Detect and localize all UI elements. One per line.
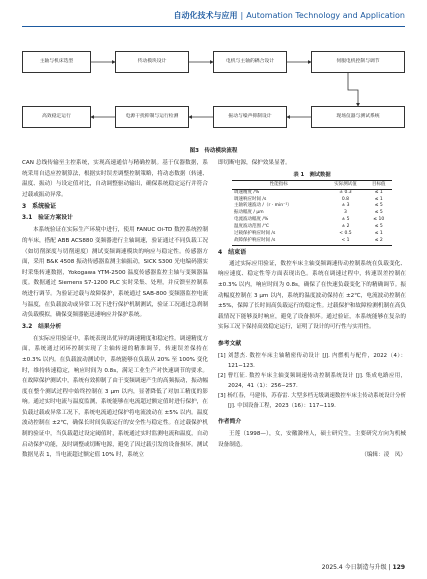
reference-item: [1] 刘慧杰. 数控车床主轴精密传动设计 [J]. 内燃机与配件，2022（4）：121−123. bbox=[218, 353, 406, 369]
paragraph: 本系统验证在实际生产环境中进行，使用 FANUC Oi-TD 数控系统控制的车床，搭配 ABB ACS880 变频器进行主轴调速，验证通过不同负载工况（如切削深度与切削速度）测试变频调速模块的响应与稳定性。传感器方面，采用 B&K 4508 振动传感器监测主轴振动，SICK S300 光电编码器实时采集转速数据，Yokogawa YTM-2500 温度传感器监控主轴与变频器温度。数据通过 Siemens S7-1200 PLC 实时采集、处理，并反馈至控制系统进行调节。为验证过载与故障保护，系统通过 SAB-800 变频器监控电流与温度，在负载波动或异常工况下进行保护机制测试，验证工况通过急刹制动负载模拟，确保变频器能迅速响应并保护系统。 bbox=[22, 227, 208, 319]
table-cell: ≤ 2 bbox=[366, 238, 392, 245]
references-heading: 参考文献 bbox=[218, 341, 242, 347]
subsection-heading: 3.2 结果分析 bbox=[22, 323, 62, 330]
table-cell: ≤ 1 bbox=[374, 196, 383, 202]
table-cell: < 1 bbox=[325, 238, 365, 245]
table-cell: 过载保护响应时间 /s bbox=[234, 231, 276, 237]
page-number: 129 bbox=[392, 564, 405, 571]
editor-note: （编辑：凌 凤） bbox=[361, 452, 406, 459]
table-cell: ≤ 10 bbox=[373, 217, 385, 223]
table-header-row bbox=[232, 180, 392, 189]
author-heading: 作者简介 bbox=[218, 419, 242, 425]
table-cell: 调速响应时间 /s bbox=[234, 196, 267, 202]
running-header bbox=[0, 0, 427, 32]
table-cell: 振动幅度 / µm bbox=[234, 210, 264, 216]
table-cell: ≤ 5 bbox=[374, 210, 383, 216]
column-header: 实际测试值 bbox=[325, 180, 365, 189]
section-heading: 4 结束语 bbox=[218, 248, 247, 256]
table-cell: 故障保护响应时间 /s bbox=[232, 238, 325, 245]
flow-box-field-testing: 现场仪器与测试系统 bbox=[311, 106, 405, 128]
left-column bbox=[22, 158, 208, 461]
table-cell: ± 2 bbox=[341, 224, 350, 230]
table-cell: ≤ 1 bbox=[374, 231, 383, 237]
journal-section-en: Automation Technology and Application bbox=[246, 11, 405, 20]
table-cell: ± 5 bbox=[341, 217, 350, 223]
column-header: 目标值 bbox=[366, 180, 392, 189]
header-separator: | bbox=[240, 11, 244, 20]
arrow-4-8 bbox=[348, 73, 358, 106]
header-rule bbox=[22, 26, 405, 27]
table-cell: 主轴转速波动 /（r · min⁻¹） bbox=[234, 203, 292, 209]
table-cell: 3 bbox=[344, 210, 347, 216]
flow-box-servo-control: 伺服电机控制与调节 bbox=[311, 51, 405, 73]
table-cell: 0.8 bbox=[341, 196, 350, 202]
table-row bbox=[232, 189, 392, 196]
figure-caption: 图3 传动模块流程 bbox=[189, 148, 238, 154]
table-cell: 温度波动范围 /℃ bbox=[234, 224, 269, 230]
flow-box-spindle-selection: 主轴与机床选型 bbox=[22, 51, 91, 73]
flow-box-stable-operation: 高效稳定运行 bbox=[22, 106, 91, 128]
column-header: 性能指标 bbox=[232, 180, 325, 189]
paragraph: CAN 总线传输至主控系统，实现高速通信与精确控制。基于仪器数据，系统采用自适应控制算法，根据实时误差调整控制策略，将动态数据（转速、温度、振动）与设定值对比，自动调整驱动输出，确保系统稳定运行并符合过载或振动异常。 bbox=[22, 160, 208, 198]
paragraph: 在实际应用验证中，系统表现出优异的调速精度和稳定性。调速精度方面，系统通过闭环控制实现了主轴转速的精准调节，转速误差保持在 ±0.3% 以内。在负载波动测试中，系统能够在负载从 20% 至 100% 变化时，维持转速稳定，响应时间为 0.8s，满足工业生产对快速调节的要求。在故障保护测试中，系统有效抑制了由于变频调速产生的高频振动，振动幅度在整个测试过程中始终控制在 3 µm 以内，显著降低了对加工精度的影响。通过实时电流与温度监测，系统能够在电流超过额定值时进行保护，在负载过载或异常工况下，系统电流通过保护将电流波动在 ±5% 以内。温度波动控制在 ±2℃，确保长时间负载运行的安全性与稳定性。在过载保护机制的验证中，当负载超过设定阈值时，系统通过实时监测电流和温度，自动启动保护功能，及时调整或切断电源，避免了因过载引发的设备损坏。测试数据见表 1，当电流超过额定值 10% 时，系统立 bbox=[22, 335, 208, 459]
page-footer: 2025.4 今日制造与升级 | 129 bbox=[321, 564, 405, 571]
table-cell: ≤ 5 bbox=[374, 224, 383, 230]
flow-box-transmission-design: 传动模块设计 bbox=[115, 51, 189, 73]
flow-box-power-interference: 电源干扰抑制与运行检测 bbox=[115, 106, 189, 128]
table-row bbox=[232, 231, 392, 238]
footer-issue: 2025.4 今日制造与升级 bbox=[321, 564, 387, 571]
table-row bbox=[232, 224, 392, 231]
table-caption: 表 1 测试数据 bbox=[293, 171, 331, 178]
author-bio: 王莲（1998—），女，安徽滁州人，硕士研究生，主要研究方向为机械设备制造。 bbox=[218, 431, 406, 448]
paragraph: 通过实际应用验证，数控车床主轴变频调速传动控制系统在负载变化、响应速度、稳定性等方面表现出色。系统在调速过程中，转速误差控制在 ±0.3% 以内，响应时间为 0.8s，确保了在快速负载变化下的精确调节。振动幅度控制在 3 µm 以内，系统的温度波动保持在 ±2℃，电流波动控制在 ±5%，保障了长时间高负载运行的稳定性。过载保护和故障检测机制在高负载情况下能够及时响应，避免了设备损坏。通过验证，本系统能够在复杂的实际工况下保持高效稳定运行，证明了设计的可行性与实用性。 bbox=[218, 260, 406, 331]
journal-section-cn: 自动化技术与应用 bbox=[173, 11, 238, 20]
transmission-flow-figure bbox=[22, 40, 405, 140]
paragraph: 即切断电源，保护效果显著。 bbox=[218, 160, 291, 166]
journal-header-text bbox=[174, 10, 406, 21]
test-data-table bbox=[232, 180, 392, 246]
table-row bbox=[232, 238, 392, 245]
reference-item: [2] 曹红征. 数控车床主轴变频调速传动控制系统设计 [J]. 集成电路应用，2024，41（1）：256−257. bbox=[218, 373, 406, 389]
right-column bbox=[218, 158, 406, 461]
table-cell: ≤ 1 bbox=[374, 189, 383, 195]
table-cell: 电流波动幅度 /% bbox=[234, 217, 269, 223]
section-heading: 3 系统验证 bbox=[22, 203, 57, 211]
subsection-heading: 3.1 验证方案设计 bbox=[22, 215, 73, 222]
table-cell: ≤ 5 bbox=[374, 203, 383, 209]
table-cell: 调速精度 /% bbox=[234, 189, 260, 195]
flow-box-vibration-noise: 振动与噪声抑制设计 bbox=[213, 106, 287, 128]
table-cell: ± 0.3 bbox=[339, 189, 352, 195]
flow-box-motor-coupling: 电机与主轴的耦合设计 bbox=[213, 51, 287, 73]
table-cell: ± 3 bbox=[341, 203, 350, 209]
reference-item: [3] 杨红春，马建伟，苏春雷. 大型多档无级调速数控车床主传动系统设计分析 [J]. 中国设备工程，2023（16）：117−119. bbox=[218, 393, 406, 409]
table-cell: < 0.5 bbox=[339, 231, 352, 237]
